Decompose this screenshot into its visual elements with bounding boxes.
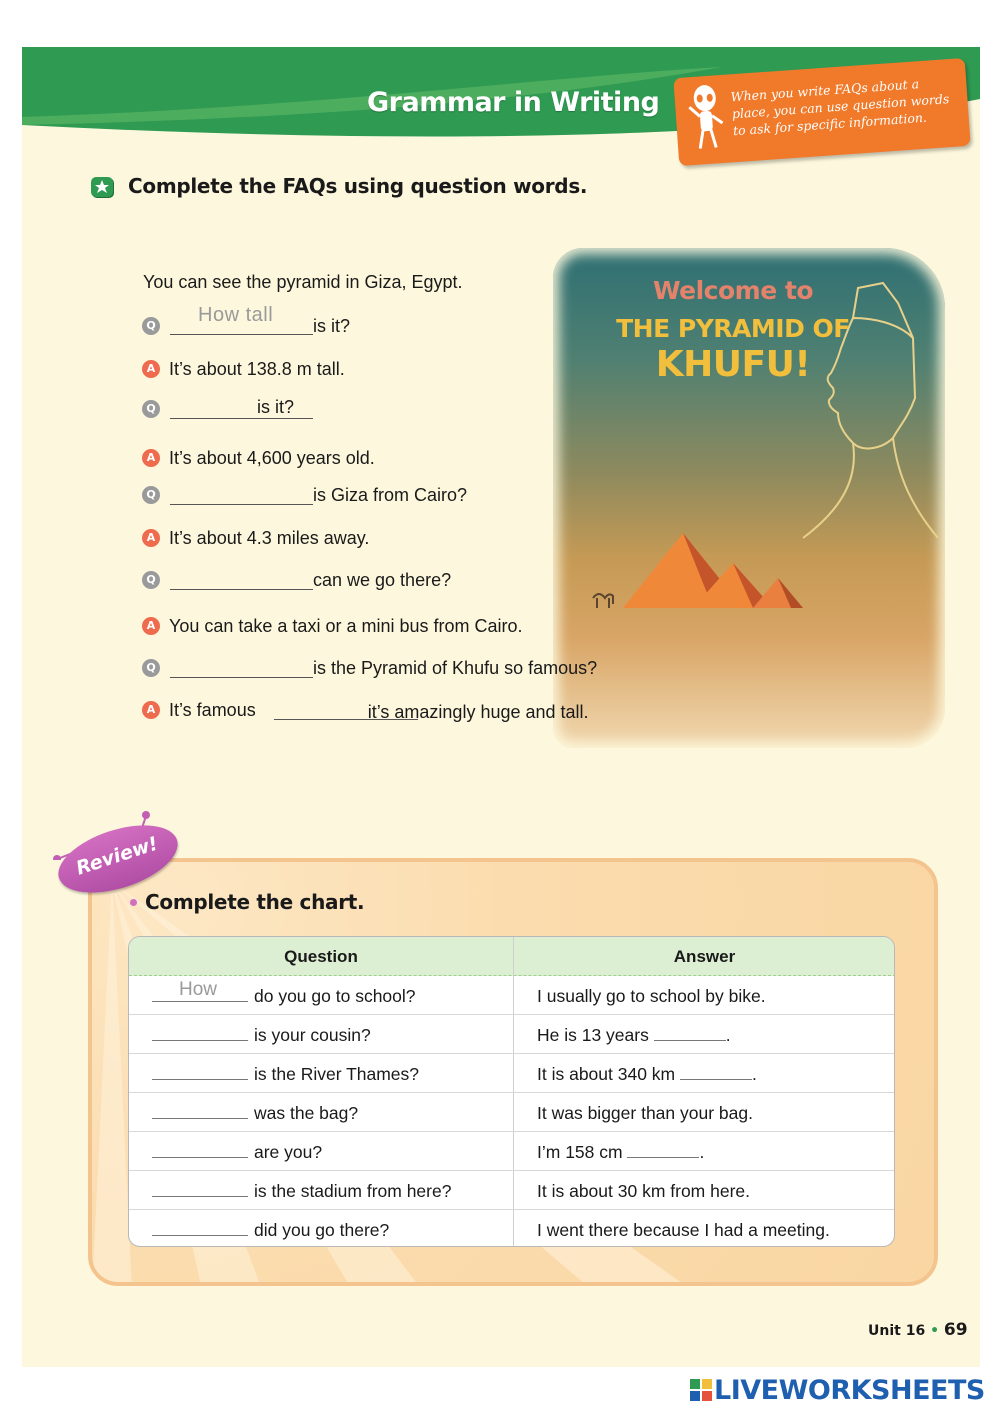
question-text: is the Pyramid of Khufu so famous? [313,658,598,678]
faq-question-4 [143,570,452,591]
liveworksheets-logo-icon [690,1379,712,1401]
faq-answer-2 [143,448,375,469]
faq-question-1 [143,304,351,337]
chart-header [129,937,895,976]
answer-text [537,1064,757,1085]
question-text: can we go there? [313,570,452,590]
poster-title-name: KHUFU! [655,344,811,385]
answer-text: I usually go to school by bike. [537,986,766,1006]
answer-text [537,1025,731,1046]
question-text: is your cousin? [254,1025,371,1045]
answer-blank[interactable] [680,1064,752,1080]
column-header-question: Question [284,947,358,966]
star-icon [91,177,113,197]
question-text: is the stadium from here? [254,1181,452,1201]
alien-icon [684,83,729,154]
answer-text: I went there because I had a meeting. [537,1220,830,1240]
table-row [129,1171,895,1210]
table-row [129,1054,895,1093]
question-blank[interactable] [152,1157,248,1158]
page-footer [868,1320,968,1340]
review-chart [128,936,895,1247]
bullet-dot [130,899,137,906]
answer-text-end: it’s amazingly huge and tall. [367,702,589,722]
question-text: is it? [313,316,351,336]
faq-question-5 [143,658,598,679]
table-row [129,976,895,1015]
answer-badge: A [142,360,160,378]
question-text: was the bag? [254,1103,359,1123]
faq-intro: You can see the pyramid in Giza, Egypt. [143,272,463,292]
answer-blank[interactable] [627,1142,699,1158]
tip-text: When you write FAQs about a place, you can use question words to ask for specific information. [730,76,950,139]
table-row [129,1093,895,1132]
filled-answer: How tall [198,304,274,326]
answer-blank[interactable] [170,654,313,678]
footer-dot: • [930,1323,940,1339]
answer-badge: A [142,617,160,635]
question-blank[interactable] [152,1196,248,1197]
question-text: is Giza from Cairo? [313,485,468,505]
question-text: is it? [257,397,295,417]
answer-text: It’s about 4,600 years old. [169,448,375,468]
poster-welcome: Welcome to [652,276,814,305]
question-blank[interactable] [152,1040,248,1041]
answer-text-end: . [752,1064,757,1084]
answer-text: It’s famous [169,700,256,720]
answer-text: It was bigger than your bag. [537,1103,753,1123]
faq-answer-1 [143,359,345,380]
poster-title-line: THE PYRAMID OF [616,314,850,343]
faq-answer-4 [143,616,523,637]
question-badge: Q [142,571,160,589]
answer-text [537,1142,704,1163]
answer-badge: A [142,529,160,547]
brand-text: LIVEWORKSHEETS [714,1375,985,1406]
answer-text: It’s about 138.8 m tall. [169,359,345,379]
answer-badge: A [142,701,160,719]
answer-blank[interactable] [654,1025,726,1041]
answer-blank[interactable] [170,481,313,505]
question-text: do you go to school? [254,986,416,1006]
faq-answer-3 [143,528,370,549]
faq-answer-5 [143,700,589,722]
table-row [129,1015,895,1054]
answer-blank[interactable] [170,566,313,590]
question-badge: Q [142,486,160,504]
answer-text-start: It is about 340 km [537,1064,680,1084]
table-row [129,1210,895,1247]
question-text: is the River Thames? [254,1064,420,1084]
faq-question-2 [143,397,295,418]
answer-badge: A [142,449,160,467]
pyramid-poster [553,248,945,748]
question-badge: Q [142,400,160,418]
review-instruction: Complete the chart. [145,890,365,914]
answer-text-end: . [725,1025,731,1045]
question-text: are you? [254,1142,323,1162]
filled-answer: How [179,979,218,1000]
answer-text: It’s about 4.3 miles away. [169,528,370,548]
liveworksheets-brand [690,1374,990,1406]
page-number: 69 [943,1320,968,1340]
question-badge: Q [142,659,160,677]
faq-question-3 [143,485,468,506]
question-text: did you go there? [254,1220,390,1240]
answer-text: It is about 30 km from here. [537,1181,751,1201]
table-row [129,1132,895,1171]
answer-text: You can take a taxi or a mini bus from Cairo. [169,616,523,636]
answer-text-start: He is 13 years [537,1025,654,1045]
question-blank[interactable] [152,1118,248,1119]
page-title: Grammar in Writing [367,87,660,118]
question-blank[interactable] [152,1235,248,1236]
answer-text-end: . [699,1142,705,1162]
question-blank[interactable] [152,1001,248,1002]
question-badge: Q [142,317,160,335]
answer-text-start: I’m 158 cm [537,1142,628,1162]
column-header-answer: Answer [673,947,736,966]
question-blank[interactable] [152,1079,248,1080]
exercise-instruction: Complete the FAQs using question words. [128,174,588,198]
review-badge-label: Review! [73,832,161,880]
unit-label: Unit 16 [868,1323,926,1339]
